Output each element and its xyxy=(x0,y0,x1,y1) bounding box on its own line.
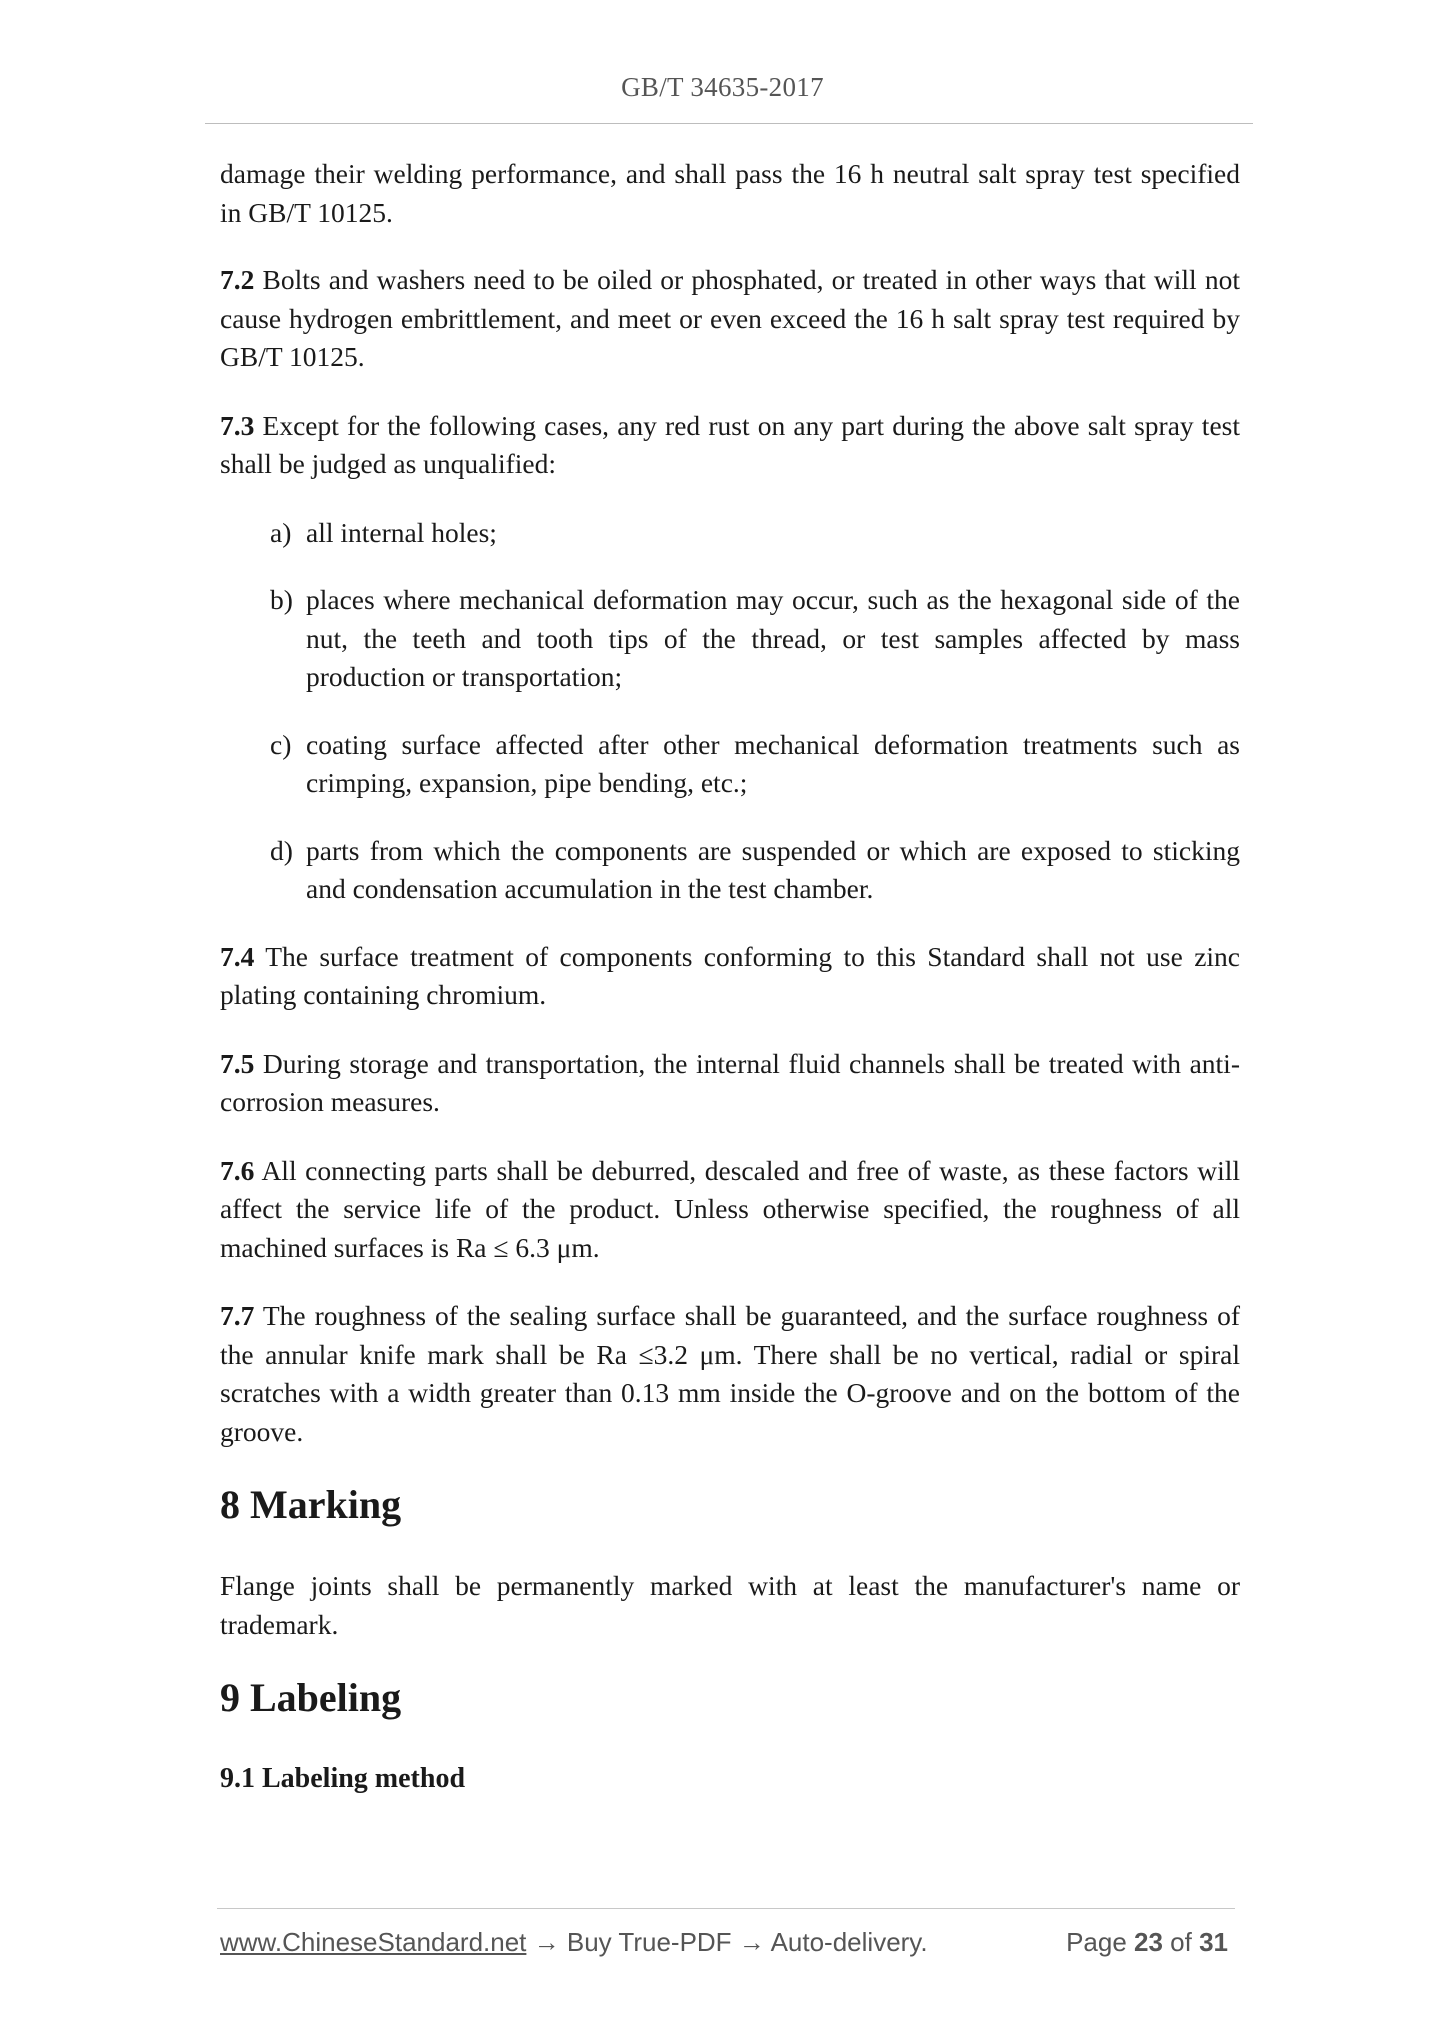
clause-number: 7.5 xyxy=(220,1047,255,1079)
clause-7-7 xyxy=(220,1297,1240,1451)
list-text: parts from which the components are suspended or which are exposed to sticking and condensation accumulation in the test chamber. xyxy=(306,834,1240,904)
of-word: of xyxy=(1162,1927,1200,1957)
clause-number: 7.6 xyxy=(220,1154,255,1186)
page-word: Page xyxy=(1066,1927,1135,1957)
list-text: coating surface affected after other mechanical deformation treatments such as crimping, expansion, pipe bending, etc.; xyxy=(306,728,1240,798)
list-label: d) xyxy=(270,834,293,866)
clause-7-3 xyxy=(220,407,1240,484)
clause-7-5 xyxy=(220,1045,1240,1122)
page-number: 23 xyxy=(1134,1927,1163,1957)
list-item-d xyxy=(220,832,1240,909)
clause-text: Except for the following cases, any red rust on any part during the above salt spray test shall be judged as unqualified: xyxy=(220,409,1240,479)
clause-number: 7.4 xyxy=(220,940,255,972)
marking-paragraph: Flange joints shall be permanently marked with at least the manufacturer's name or trademark. xyxy=(220,1570,1240,1640)
list-item-a xyxy=(220,514,1240,553)
paragraph-continued: damage their welding performance, and shall pass the 16 h neutral salt spray test specified in GB/T 10125. xyxy=(220,158,1240,228)
document-body xyxy=(220,155,1240,1798)
list-label: a) xyxy=(270,516,292,548)
clause-text: Bolts and washers need to be oiled or phosphated, or treated in other ways that will not cause hydrogen embrittlement, and meet or even exceed the 16 h salt spray test required by GB/T 10125. xyxy=(220,264,1240,372)
clause-text: The roughness of the sealing surface shall be guaranteed, and the surface roughness of the annular knife mark shall be Ra ≤3.2 μm. There shall be no vertical, radial or spiral scratches with a width greater than 0.13 mm inside the O-groove and on the bottom of the groove. xyxy=(220,1300,1240,1447)
clause-number: 7.7 xyxy=(220,1300,255,1331)
section-heading-marking: 8 Marking xyxy=(220,1482,402,1527)
clause-7-6 xyxy=(220,1152,1240,1268)
clause-number: 7.3 xyxy=(220,409,255,441)
header-divider xyxy=(205,123,1253,124)
page-indicator xyxy=(1066,1927,1228,1958)
clause-number: 7.2 xyxy=(220,264,255,295)
list-label: c) xyxy=(270,728,292,760)
page-footer xyxy=(220,1927,1228,1958)
footer-promo xyxy=(220,1927,928,1958)
subsection-heading-labeling-method: 9.1 Labeling method xyxy=(220,1763,466,1794)
list-text: places where mechanical deformation may occur, such as the hexagonal side of the nut, the teeth and tooth tips of the thread, or test samples affected by mass production or transportation; xyxy=(306,584,1240,692)
page-header: GB/T 34635-2017 xyxy=(621,72,824,102)
website-link[interactable]: www.ChineseStandard.net xyxy=(220,1927,527,1957)
clause-text: During storage and transportation, the internal fluid channels shall be treated with anti-corrosion measures. xyxy=(220,1047,1240,1117)
clause-7-2 xyxy=(220,261,1240,377)
clause-text: All connecting parts shall be deburred, descaled and free of waste, as these factors will affect the service life of the product. Unless otherwise specified, the roughness of all machined surfaces is Ra ≤ 6.3 μm. xyxy=(220,1154,1240,1263)
page-total: 31 xyxy=(1199,1927,1228,1957)
section-heading-labeling: 9 Labeling xyxy=(220,1675,402,1720)
footer-divider xyxy=(217,1908,1235,1909)
list-item-c xyxy=(220,726,1240,803)
clause-text: The surface treatment of components conforming to this Standard shall not use zinc plating containing chromium. xyxy=(220,940,1240,1010)
clause-7-4 xyxy=(220,938,1240,1015)
list-label: b) xyxy=(270,584,293,615)
footer-tagline: → Buy True-PDF → Auto-delivery. xyxy=(526,1927,928,1957)
list-item-b xyxy=(220,581,1240,697)
list-text: all internal holes; xyxy=(306,516,497,548)
